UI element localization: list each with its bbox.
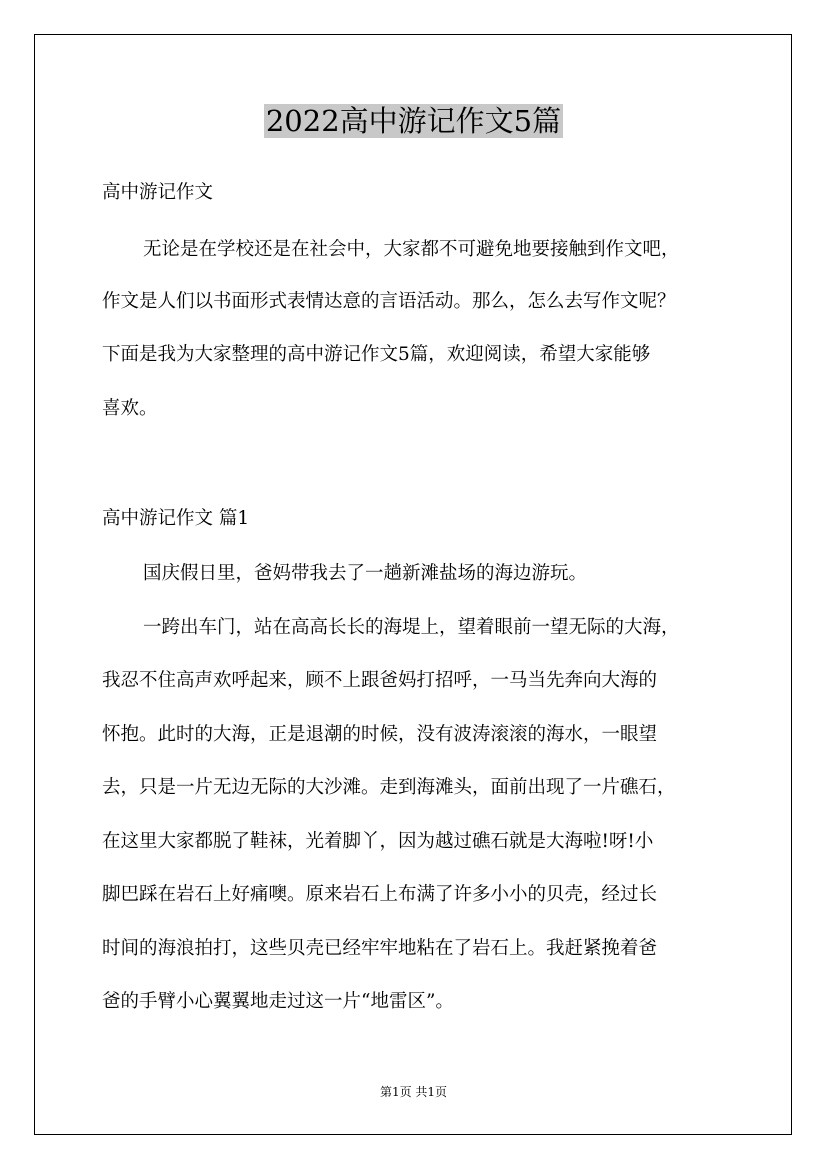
- paragraph-line: 我忍不住高声欢呼起来，顾不上跟爸妈打招呼，一马当先奔向大海的: [102, 670, 658, 691]
- intro-line-4: 喜欢。: [102, 398, 158, 419]
- intro-line-2: 作文是人们以书面形式表情达意的言语活动。那么，怎么去写作文呢？: [102, 291, 676, 312]
- paragraph-line: 去，只是一片无边无际的大沙滩。走到海滩头，面前出现了一片礁石，: [102, 777, 676, 798]
- paragraph-line: 爸的手臂小心翼翼地走过这一片“地雷区”。: [102, 991, 454, 1012]
- paragraph-line: 时间的海浪拍打，这些贝壳已经牢牢地粘在了岩石上。我赶紧挽着爸: [102, 938, 658, 959]
- document-title: 2022高中游记作文5篇: [265, 104, 562, 138]
- paragraph-line: 脚巴踩在岩石上好痛噢。原来岩石上布满了许多小小的贝壳，经过长: [102, 884, 658, 905]
- intro-line-1: 无论是在学校还是在社会中，大家都不可避免地要接触到作文吧，: [143, 239, 680, 260]
- paragraph-line: 怀抱。此时的大海，正是退潮的时候，没有波涛滚滚的海水，一眼望: [102, 724, 658, 745]
- paragraph-line: 一跨出车门，站在高高长长的海堤上，望着眼前一望无际的大海，: [143, 617, 680, 638]
- paragraph-line: 在这里大家都脱了鞋袜，光着脚丫，因为越过礁石就是大海啦!呀!小: [102, 831, 654, 852]
- page-footer: 第1页 共1页: [379, 1085, 448, 1099]
- section-heading: 高中游记作文: [102, 182, 214, 203]
- paragraph-line: 国庆假日里，爸妈带我去了一趟新滩盐场的海边游玩。: [143, 563, 588, 584]
- intro-line-3: 下面是我为大家整理的高中游记作文5篇，欢迎阅读，希望大家能够: [102, 344, 651, 365]
- section-heading: 高中游记作文 篇1: [102, 508, 250, 529]
